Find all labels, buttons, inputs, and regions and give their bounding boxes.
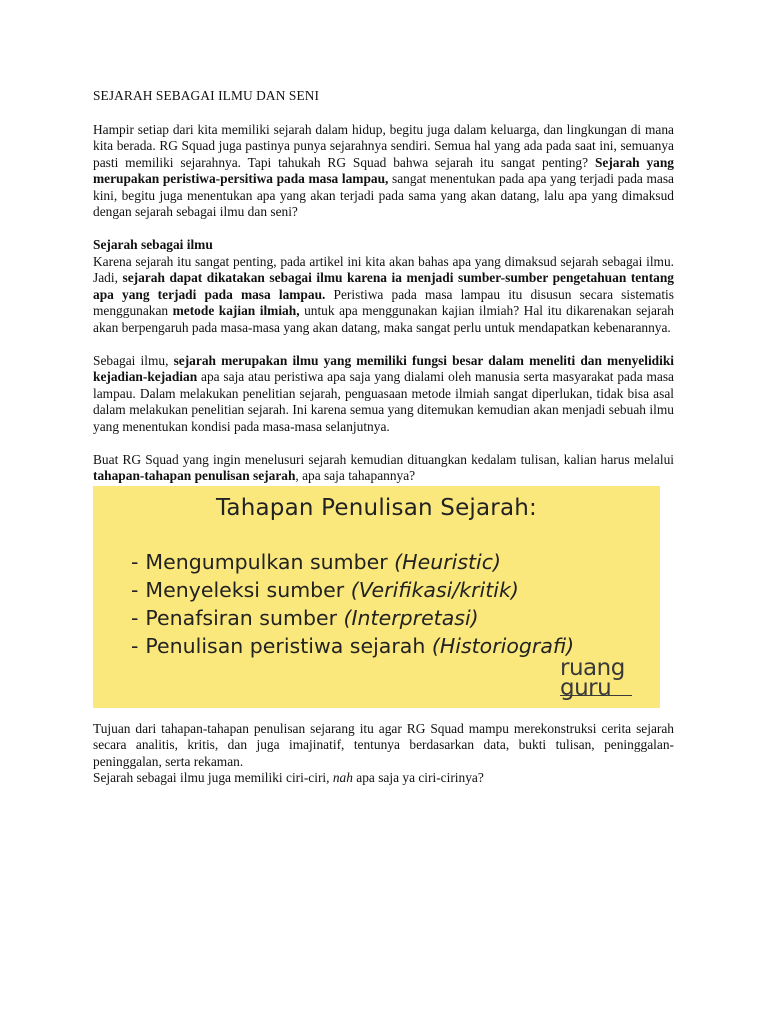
paragraph-text: untuk apa menggunakan kajian ilmiah? Hal itu dikarenakan sejarah akan berpengaruh pada masa-masa yang akan datang, maka sangat perlu untuk mendapatkan kebenarannya. bbox=[93, 303, 674, 335]
section-paragraph-3 bbox=[93, 452, 674, 485]
logo-word-2: guru bbox=[560, 674, 612, 701]
paragraph-text: apa saja atau peristiwa apa saja yang dialami oleh manusia serta masyarakat pada masa lampau. Dalam melakukan penelitian sejarah, penguasaan metode ilmiah sangat diperlukan, tidak bisa asal dalam melakukan penelitian sejarah. Ini karena semua yang ditemukan kemudian akan menjadi sebuah ilmu yang menentukan kondisi pada masa-masa selanjutnya. bbox=[93, 369, 674, 434]
list-dash: - bbox=[131, 605, 139, 630]
paragraph-emphasis: sejarah dapat dikatakan sebagai ilmu karena ia menjadi sumber-sumber pengetahuan tentang apa yang terjadi pada masa lampau. bbox=[93, 270, 674, 302]
paragraph-text: apa saja ya ciri-cirinya? bbox=[352, 770, 484, 785]
infographic-title: Tahapan Penulisan Sejarah: bbox=[215, 494, 537, 521]
paragraph-emphasis: tahapan-tahapan penulisan sejarah bbox=[93, 468, 296, 483]
closing-paragraph: Tujuan dari tahapan-tahapan penulisan sejarang itu agar RG Squad mampu merekonstruksi cerita sejarah secara analitis, kritis, dan juga imajinatif, tentunya berdasarkan data, bukti tulisan, peninggalan-peninggalan, serta rekaman. bbox=[93, 720, 674, 769]
intro-text-cont: sangat menentukan pada apa yang terjadi pada masa kini, begitu juga menentukan apa yang akan terjadi pada sama yang akan datang, lalu apa yang dimaksud dengan sejarah sebagai ilmu dan seni? bbox=[93, 171, 674, 219]
stage-text: Menyeleksi sumber bbox=[145, 577, 351, 602]
list-dash: - bbox=[131, 633, 139, 658]
paragraph-text: Sejarah sebagai ilmu juga memiliki ciri-ciri, bbox=[93, 770, 333, 785]
stage-text: Mengumpulkan sumber bbox=[145, 549, 395, 574]
paragraph-text: Karena sejarah itu sangat penting, pada artikel ini kita akan bahas apa yang dimaksud sejarah sebagai ilmu. Jadi, bbox=[93, 253, 674, 285]
ruangguru-logo bbox=[560, 654, 632, 701]
intro-emphasis: Sejarah yang merupakan peristiwa-persitiwa pada masa lampau, bbox=[93, 154, 674, 186]
list-dash: - bbox=[131, 577, 139, 602]
stage-text: Penulisan peristiwa sejarah bbox=[145, 633, 432, 658]
stage-term: (Verifikasi/kritik) bbox=[350, 577, 519, 602]
page-title: SEJARAH SEBAGAI ILMU DAN SENI bbox=[93, 88, 320, 103]
intro-text: Hampir setiap dari kita memiliki sejarah dalam hidup, begitu juga dalam keluarga, dan lingkungan di mana kita berada. RG Squad juga pastinya punya sejarahnya sendiri. Semua hal yang ada pada saat ini, semuanya pasti memiliki sejarahnya. Tapi tahukah RG Squad bahwa sejarah itu sangat penting? bbox=[93, 121, 674, 170]
list-dash: - bbox=[131, 549, 139, 574]
logo-word-1: ruang bbox=[560, 654, 625, 681]
section-paragraph-2 bbox=[93, 353, 674, 436]
paragraph-text: Peristiwa pada masa lampau itu disusun secara sistematis menggunakan bbox=[93, 286, 674, 318]
stage-text: Penafsiran sumber bbox=[145, 605, 344, 630]
list-item bbox=[131, 548, 574, 576]
stage-term: (Historiografi) bbox=[431, 633, 575, 658]
paragraph-text: , apa saja tahapannya? bbox=[295, 468, 416, 483]
intro-paragraph bbox=[93, 122, 674, 221]
paragraph-text: Buat RG Squad yang ingin menelusuri sejarah kemudian dituangkan kedalam tulisan, kalian harus melalui bbox=[93, 451, 674, 467]
closing-question bbox=[93, 770, 674, 787]
writing-stages-infographic bbox=[93, 486, 660, 708]
stage-term: (Interpretasi) bbox=[343, 605, 479, 630]
paragraph-text: Sebagai ilmu, bbox=[93, 352, 174, 368]
list-item bbox=[131, 632, 574, 660]
paragraph-emphasis: metode kajian ilmiah, bbox=[172, 303, 300, 318]
list-item bbox=[131, 604, 574, 632]
document-body bbox=[93, 88, 674, 787]
section-heading: Sejarah sebagai ilmu bbox=[93, 237, 213, 252]
stages-list bbox=[131, 548, 574, 660]
paragraph-emphasis: sejarah merupakan ilmu yang memiliki fungsi besar dalam meneliti dan menyelidiki kejadian-kejadian bbox=[93, 352, 674, 384]
paragraph-italic: nah bbox=[332, 770, 353, 785]
section-paragraph-1 bbox=[93, 254, 674, 337]
stage-term: (Heuristic) bbox=[394, 549, 501, 574]
list-item bbox=[131, 576, 574, 604]
